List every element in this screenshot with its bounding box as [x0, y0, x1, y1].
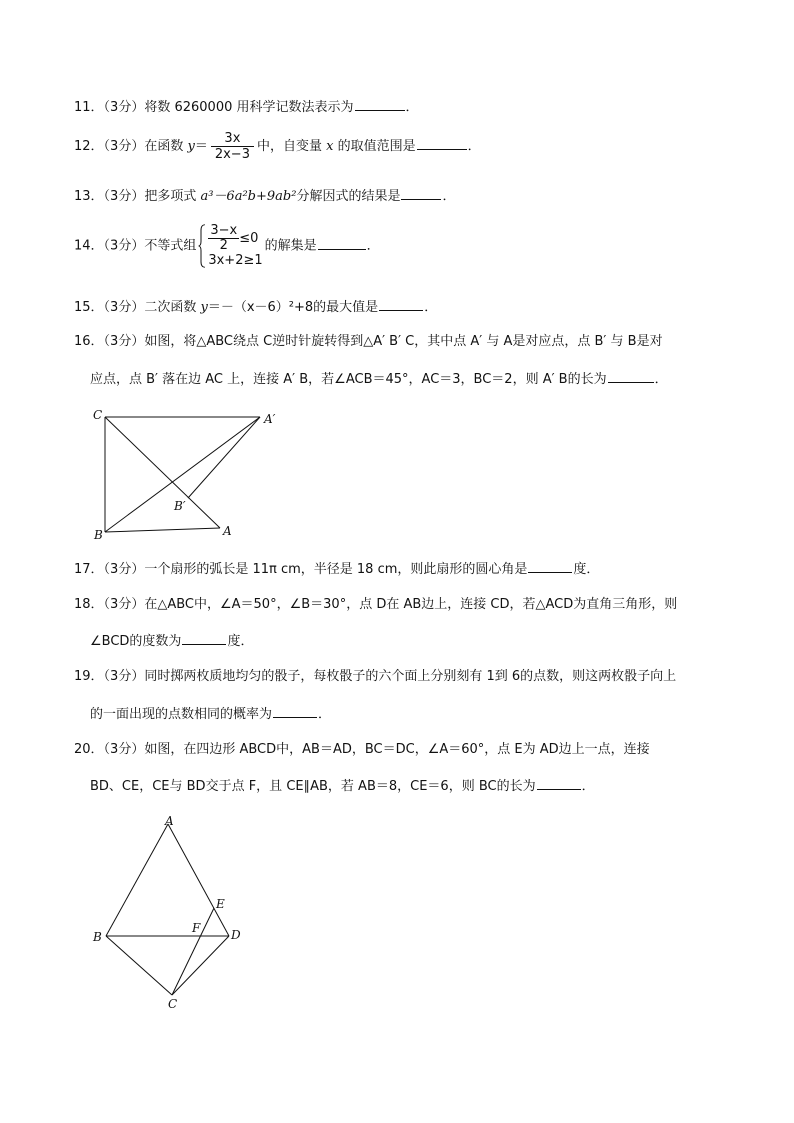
- label-f: F: [192, 921, 201, 935]
- question-19-line-1: 19．（3分）同时掷两枚质地均匀的骰子，每枚骰子的六个面上分别刻有 1到 6的点数，则这两枚骰子向上: [74, 669, 677, 684]
- fraction: $\frac{3x}{2x-3}$: [211, 131, 254, 162]
- answer-blank[interactable]: [182, 632, 226, 645]
- segment-b1a1: [188, 417, 260, 498]
- label-c: C: [93, 408, 103, 422]
- answer-blank[interactable]: [537, 777, 581, 790]
- answer-blank[interactable]: [273, 705, 317, 718]
- question-19-line-2: 的一面出现的点数相同的概率为 ．: [90, 707, 332, 722]
- answer-blank[interactable]: [379, 298, 423, 311]
- question-17: 17．（3分）一个扇形的弧长是 11π cm，半径是 18 cm，则此扇形的圆心角是 度．: [74, 562, 600, 577]
- question-16-line-1: 16．（3分）如图，将△ABC绕点 C逆时针旋转得到△A′ B′ C，其中点 A′ 与 A是对应点，点 B′ 与 B是对: [74, 334, 663, 349]
- question-18-line-2: ∠BCD的度数为 度．: [90, 634, 254, 649]
- answer-blank[interactable]: [528, 560, 572, 573]
- question-11: 11．（3分）将数 6260000 用科学记数法表示为 ．: [74, 100, 419, 115]
- label-b-prime: B′: [174, 499, 186, 513]
- segment-ad: [168, 824, 229, 936]
- segment-ab: [106, 824, 168, 936]
- answer-blank[interactable]: [417, 137, 467, 150]
- figure-16: [88, 405, 293, 545]
- label-e: E: [216, 897, 225, 911]
- question-20-line-2: BD、CE，CE与 BD交于点 F，且 CE∥AB，若 AB＝8，CE＝6，则 BC的长为 ．: [90, 779, 595, 794]
- answer-blank[interactable]: [608, 370, 654, 383]
- segment-ba1: [105, 417, 260, 532]
- answer-blank[interactable]: [401, 187, 441, 200]
- segment-dc: [172, 936, 229, 995]
- label-a-prime: A′: [264, 412, 276, 426]
- figure-20: [88, 812, 258, 1012]
- question-12: 12．（3分）在函数 y＝ $\frac{3x}{2x-3}$ 中，自变量 x 的取值范围是 ．: [74, 131, 481, 162]
- answer-blank[interactable]: [318, 237, 366, 250]
- question-18-line-1: 18．（3分）在△ABC中，∠A＝50°，∠B＝30°，点 D在 AB边上，连接 CD，若△ACD为直角三角形，则: [74, 597, 678, 612]
- label-d: D: [231, 928, 241, 942]
- question-14: 14．（3分）不等式组 $\frac{3-x}{2}$ ≤0 3x+2≥1 的解集是 ．: [74, 223, 380, 268]
- brace-icon: [198, 224, 206, 268]
- label-a: A: [223, 524, 232, 538]
- label-a: A: [165, 814, 174, 828]
- inequality-system: $\frac{3-x}{2}$ ≤0 3x+2≥1: [198, 224, 262, 268]
- label-c: C: [168, 997, 178, 1011]
- label-b: B: [94, 528, 103, 542]
- question-15: 15．（3分）二次函数 y＝－（x－6）²+8的最大值是 ．: [74, 300, 438, 315]
- question-20-line-1: 20．（3分）如图，在四边形 ABCD中，AB＝AD，BC＝DC，∠A＝60°，点 E为 AD边上一点，连接: [74, 742, 650, 757]
- answer-blank[interactable]: [355, 98, 405, 111]
- question-13: 13．（3分）把多项式 a³－6a²b+9ab²分解因式的结果是 ．: [74, 189, 456, 204]
- segment-ca: [105, 417, 220, 528]
- question-16-line-2: 应点，点 B′ 落在边 AC 上，连接 A′ B，若∠ACB＝45°，AC＝3，BC＝2，则 A′ B的长为 ．: [90, 372, 668, 387]
- segment-ba: [105, 528, 220, 532]
- segment-bc: [106, 936, 172, 995]
- label-b: B: [93, 930, 102, 944]
